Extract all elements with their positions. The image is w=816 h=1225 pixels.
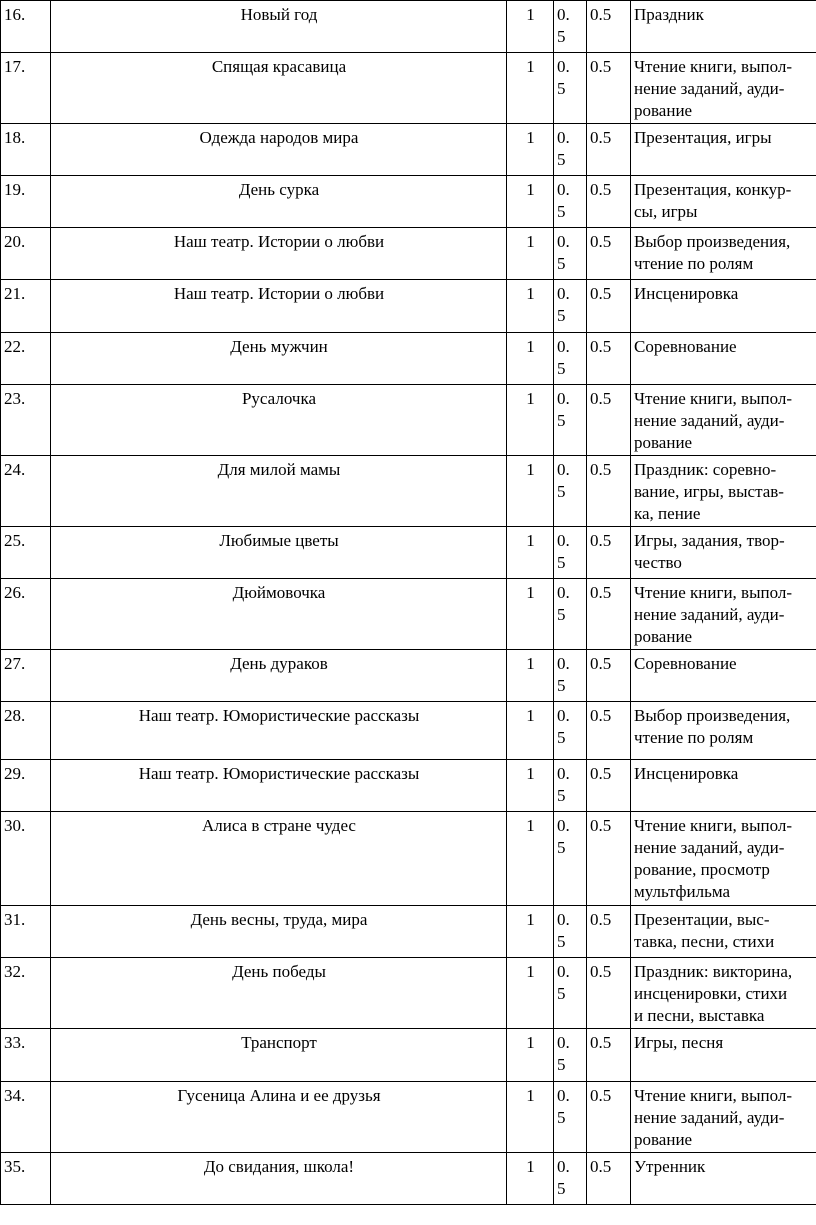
total-hours-cell: 1 <box>507 456 554 527</box>
row-number-cell: 29. <box>1 760 51 812</box>
table-row <box>1 906 816 958</box>
table-row <box>1 1153 816 1205</box>
practice-hours-cell: 0.5 <box>587 812 631 906</box>
row-number-cell: 28. <box>1 702 51 760</box>
activity-form-line: чтение по ролям <box>634 728 754 747</box>
activity-form-cell <box>631 527 816 579</box>
table-row <box>1 1029 816 1082</box>
activity-form-line: рование <box>634 627 693 646</box>
total-hours-cell: 1 <box>507 280 554 333</box>
practice-hours-cell: 0.5 <box>587 579 631 650</box>
theory-hours-value: 0.5 <box>557 337 570 378</box>
practice-hours-cell: 0.5 <box>587 333 631 385</box>
activity-form-cell <box>631 228 816 280</box>
theory-hours-value: 0.5 <box>557 910 570 951</box>
row-number-cell: 31. <box>1 906 51 958</box>
practice-hours-cell: 0.5 <box>587 527 631 579</box>
topic-cell: День сурка <box>51 176 507 228</box>
row-number-cell: 25. <box>1 527 51 579</box>
table-row <box>1 456 816 527</box>
activity-form-line: Игры, задания, твор- <box>634 531 785 550</box>
theory-hours-cell <box>554 1082 587 1153</box>
row-number-cell: 20. <box>1 228 51 280</box>
table-row <box>1 124 816 176</box>
row-number-cell: 32. <box>1 958 51 1029</box>
activity-form-cell <box>631 333 816 385</box>
topic-cell: Новый год <box>51 1 507 53</box>
row-number-cell: 22. <box>1 333 51 385</box>
activity-form-line: Соревнование <box>634 654 737 673</box>
total-hours-cell: 1 <box>507 1082 554 1153</box>
row-number-cell: 16. <box>1 1 51 53</box>
activity-form-cell <box>631 456 816 527</box>
row-number-cell: 24. <box>1 456 51 527</box>
activity-form-line: Праздник: соревно- <box>634 460 777 479</box>
topic-cell: Транспорт <box>51 1029 507 1082</box>
table-row <box>1 579 816 650</box>
row-number-cell: 23. <box>1 385 51 456</box>
theory-hours-cell <box>554 1029 587 1082</box>
activity-form-cell <box>631 760 816 812</box>
theory-hours-value: 0.5 <box>557 764 570 805</box>
topic-cell: Наш театр. Юмористические рассказы <box>51 760 507 812</box>
activity-form-line: и песни, выставка <box>634 1006 765 1025</box>
total-hours-cell: 1 <box>507 906 554 958</box>
table-row <box>1 650 816 702</box>
theory-hours-value: 0.5 <box>557 128 570 169</box>
theory-hours-value: 0.5 <box>557 654 570 695</box>
activity-form-line: Инсценировка <box>634 764 739 783</box>
theory-hours-cell <box>554 906 587 958</box>
activity-form-line: мультфильма <box>634 882 731 901</box>
theory-hours-cell <box>554 958 587 1029</box>
activity-form-line: Чтение книги, выпол- <box>634 583 793 602</box>
activity-form-line: сы, игры <box>634 202 698 221</box>
row-number-cell: 19. <box>1 176 51 228</box>
theory-hours-value: 0.5 <box>557 531 570 572</box>
practice-hours-cell: 0.5 <box>587 280 631 333</box>
table-row <box>1 280 816 333</box>
activity-form-line: нение заданий, ауди- <box>634 1108 785 1127</box>
theory-hours-cell <box>554 333 587 385</box>
total-hours-cell: 1 <box>507 228 554 280</box>
row-number-cell: 21. <box>1 280 51 333</box>
table-row <box>1 1 816 53</box>
theory-hours-cell <box>554 53 587 124</box>
activity-form-line: Презентация, игры <box>634 128 772 147</box>
theory-hours-value: 0.5 <box>557 284 570 325</box>
table-row <box>1 527 816 579</box>
theory-hours-value: 0.5 <box>557 816 570 857</box>
theory-hours-value: 0.5 <box>557 460 570 501</box>
row-number-cell: 33. <box>1 1029 51 1082</box>
row-number-cell: 27. <box>1 650 51 702</box>
topic-cell: Русалочка <box>51 385 507 456</box>
row-number-cell: 34. <box>1 1082 51 1153</box>
practice-hours-cell: 0.5 <box>587 385 631 456</box>
table-row <box>1 53 816 124</box>
theory-hours-value: 0.5 <box>557 962 570 1003</box>
practice-hours-cell: 0.5 <box>587 702 631 760</box>
topic-cell: Спящая красавица <box>51 53 507 124</box>
topic-cell: Одежда народов мира <box>51 124 507 176</box>
activity-form-cell <box>631 124 816 176</box>
topic-cell: Гусеница Алина и ее друзья <box>51 1082 507 1153</box>
activity-form-line: Игры, песня <box>634 1033 724 1052</box>
table-row <box>1 333 816 385</box>
topic-cell: День весны, труда, мира <box>51 906 507 958</box>
theory-hours-cell <box>554 812 587 906</box>
topic-cell: Наш театр. Истории о любви <box>51 280 507 333</box>
activity-form-line: Выбор произведения, <box>634 232 791 251</box>
theory-hours-value: 0.5 <box>557 180 570 221</box>
topic-cell: Любимые цветы <box>51 527 507 579</box>
topic-cell: Дюймовочка <box>51 579 507 650</box>
row-number-cell: 18. <box>1 124 51 176</box>
theory-hours-value: 0.5 <box>557 1033 570 1074</box>
theory-hours-cell <box>554 527 587 579</box>
topic-cell: День победы <box>51 958 507 1029</box>
activity-form-line: Чтение книги, выпол- <box>634 1086 793 1105</box>
theory-hours-value: 0.5 <box>557 1157 570 1198</box>
theory-hours-value: 0.5 <box>557 706 570 747</box>
topic-cell: До свидания, школа! <box>51 1153 507 1205</box>
activity-form-cell <box>631 176 816 228</box>
activity-form-cell <box>631 1153 816 1205</box>
total-hours-cell: 1 <box>507 1 554 53</box>
activity-form-cell <box>631 650 816 702</box>
row-number-cell: 26. <box>1 579 51 650</box>
activity-form-cell <box>631 702 816 760</box>
theory-hours-cell <box>554 650 587 702</box>
activity-form-line: нение заданий, ауди- <box>634 79 785 98</box>
table-row <box>1 702 816 760</box>
activity-form-line: Чтение книги, выпол- <box>634 57 793 76</box>
activity-form-cell <box>631 53 816 124</box>
total-hours-cell: 1 <box>507 176 554 228</box>
total-hours-cell: 1 <box>507 760 554 812</box>
practice-hours-cell: 0.5 <box>587 760 631 812</box>
activity-form-cell <box>631 280 816 333</box>
activity-form-line: нение заданий, ауди- <box>634 605 785 624</box>
activity-form-line: рование <box>634 101 693 120</box>
row-number-cell: 17. <box>1 53 51 124</box>
activity-form-line: чтение по ролям <box>634 254 754 273</box>
activity-form-cell <box>631 906 816 958</box>
theory-hours-value: 0.5 <box>557 583 570 624</box>
activity-form-cell <box>631 958 816 1029</box>
practice-hours-cell: 0.5 <box>587 124 631 176</box>
activity-form-line: Соревнование <box>634 337 737 356</box>
table-row <box>1 760 816 812</box>
practice-hours-cell: 0.5 <box>587 1153 631 1205</box>
practice-hours-cell: 0.5 <box>587 1082 631 1153</box>
total-hours-cell: 1 <box>507 1153 554 1205</box>
theory-hours-cell <box>554 176 587 228</box>
activity-form-cell <box>631 385 816 456</box>
practice-hours-cell: 0.5 <box>587 958 631 1029</box>
table-body <box>1 1 816 1205</box>
activity-form-line: чество <box>634 553 682 572</box>
total-hours-cell: 1 <box>507 53 554 124</box>
table-row <box>1 385 816 456</box>
table-row <box>1 176 816 228</box>
activity-form-line: рование <box>634 1130 693 1149</box>
activity-form-line: Инсценировка <box>634 284 739 303</box>
activity-form-line: Презентации, выс- <box>634 910 770 929</box>
activity-form-line: рование, просмотр <box>634 860 770 879</box>
table-row <box>1 228 816 280</box>
activity-form-cell <box>631 1082 816 1153</box>
activity-form-line: Презентация, конкур- <box>634 180 792 199</box>
theory-hours-cell <box>554 760 587 812</box>
activity-form-line: ка, пение <box>634 504 701 523</box>
activity-form-line: Чтение книги, выпол- <box>634 816 793 835</box>
theory-hours-cell <box>554 456 587 527</box>
total-hours-cell: 1 <box>507 812 554 906</box>
activity-form-cell <box>631 1 816 53</box>
theory-hours-cell <box>554 1153 587 1205</box>
theory-hours-cell <box>554 1 587 53</box>
practice-hours-cell: 0.5 <box>587 176 631 228</box>
theory-hours-value: 0.5 <box>557 1086 570 1127</box>
activity-form-line: вание, игры, выстав- <box>634 482 784 501</box>
theory-hours-cell <box>554 280 587 333</box>
topic-cell: Наш театр. Юмористические рассказы <box>51 702 507 760</box>
theory-hours-cell <box>554 228 587 280</box>
theory-hours-value: 0.5 <box>557 5 570 46</box>
table-row <box>1 1082 816 1153</box>
topic-cell: День мужчин <box>51 333 507 385</box>
total-hours-cell: 1 <box>507 1029 554 1082</box>
row-number-cell: 30. <box>1 812 51 906</box>
activity-form-line: рование <box>634 433 693 452</box>
total-hours-cell: 1 <box>507 385 554 456</box>
topic-cell: День дураков <box>51 650 507 702</box>
practice-hours-cell: 0.5 <box>587 1 631 53</box>
practice-hours-cell: 0.5 <box>587 906 631 958</box>
theory-hours-value: 0.5 <box>557 389 570 430</box>
row-number-cell: 35. <box>1 1153 51 1205</box>
activity-form-line: Праздник <box>634 5 704 24</box>
activity-form-line: Утренник <box>634 1157 706 1176</box>
topic-cell: Для милой мамы <box>51 456 507 527</box>
total-hours-cell: 1 <box>507 333 554 385</box>
theory-hours-cell <box>554 702 587 760</box>
topic-cell: Алиса в стране чудес <box>51 812 507 906</box>
activity-form-cell <box>631 812 816 906</box>
theory-hours-cell <box>554 385 587 456</box>
total-hours-cell: 1 <box>507 527 554 579</box>
activity-form-line: нение заданий, ауди- <box>634 411 785 430</box>
activity-form-line: инсценировки, стихи <box>634 984 788 1003</box>
theory-hours-cell <box>554 579 587 650</box>
practice-hours-cell: 0.5 <box>587 650 631 702</box>
activity-form-line: тавка, песни, стихи <box>634 932 775 951</box>
practice-hours-cell: 0.5 <box>587 228 631 280</box>
total-hours-cell: 1 <box>507 124 554 176</box>
activity-form-line: Праздник: викторина, <box>634 962 793 981</box>
theory-hours-value: 0.5 <box>557 232 570 273</box>
total-hours-cell: 1 <box>507 650 554 702</box>
activity-form-cell <box>631 579 816 650</box>
topic-cell: Наш театр. Истории о любви <box>51 228 507 280</box>
table-row <box>1 812 816 906</box>
theory-hours-value: 0.5 <box>557 57 570 98</box>
total-hours-cell: 1 <box>507 579 554 650</box>
theory-hours-cell <box>554 124 587 176</box>
practice-hours-cell: 0.5 <box>587 456 631 527</box>
total-hours-cell: 1 <box>507 702 554 760</box>
activity-form-cell <box>631 1029 816 1082</box>
practice-hours-cell: 0.5 <box>587 1029 631 1082</box>
practice-hours-cell: 0.5 <box>587 53 631 124</box>
activity-form-line: Выбор произведения, <box>634 706 791 725</box>
table-row <box>1 958 816 1029</box>
total-hours-cell: 1 <box>507 958 554 1029</box>
activity-form-line: нение заданий, ауди- <box>634 838 785 857</box>
activity-form-line: Чтение книги, выпол- <box>634 389 793 408</box>
